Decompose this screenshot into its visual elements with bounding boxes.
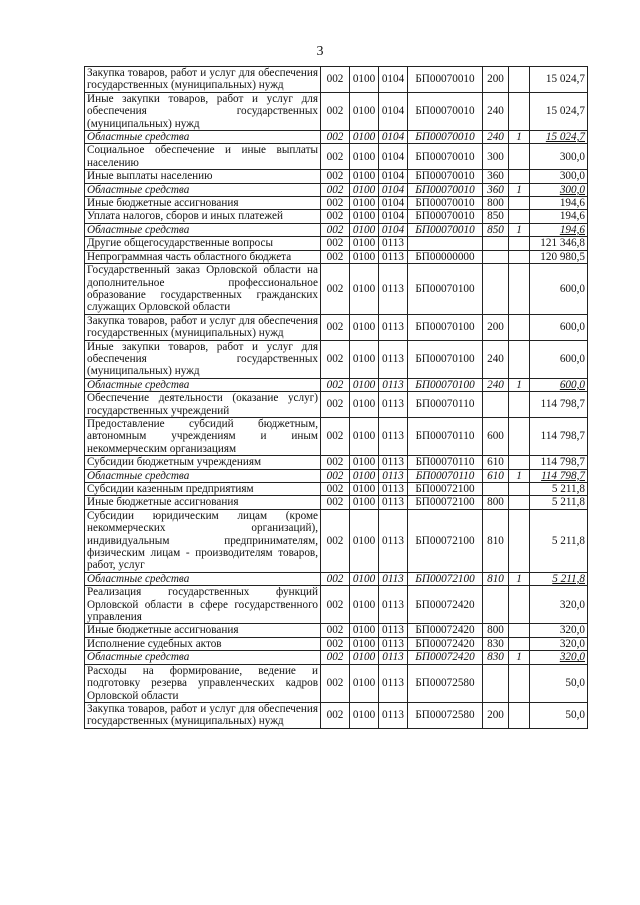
table-row — [85, 586, 588, 624]
table-row — [85, 637, 588, 650]
row-grbs-code: 002 — [321, 144, 350, 170]
row-amount — [530, 144, 588, 170]
row-target-article: БП00070100 — [408, 314, 483, 340]
table-row — [85, 197, 588, 210]
row-funding-source — [509, 586, 530, 624]
row-funding-source: 1 — [509, 572, 530, 585]
row-grbs-code: 002 — [321, 210, 350, 223]
row-expense-type: 800 — [483, 197, 509, 210]
row-amount — [530, 456, 588, 469]
row-amount — [530, 637, 588, 650]
row-section-code: 0100 — [350, 392, 379, 418]
amount-value: 114 798,7 — [540, 398, 585, 411]
row-expense-type: 240 — [483, 131, 509, 144]
row-name: Закупка товаров, работ и услуг для обеспечения государственных (муниципальных) нужд — [85, 314, 321, 340]
row-name: Субсидии бюджетным учреждениям — [85, 456, 321, 469]
row-section-code: 0100 — [350, 378, 379, 391]
row-amount — [530, 392, 588, 418]
amount-value: 320,0 — [559, 624, 585, 637]
row-subsection-code: 0104 — [379, 144, 408, 170]
row-name: Социальное обеспечение и иные выплаты населению — [85, 144, 321, 170]
row-section-code: 0100 — [350, 456, 379, 469]
row-funding-source — [509, 483, 530, 496]
row-section-code: 0100 — [350, 637, 379, 650]
row-expense-type — [483, 264, 509, 315]
row-subsection-code: 0104 — [379, 170, 408, 183]
amount-value: 15 024,7 — [545, 105, 585, 118]
row-target-article: БП00070110 — [408, 469, 483, 482]
row-amount — [530, 496, 588, 509]
row-target-article: БП00000000 — [408, 250, 483, 263]
amount-value: 15 024,7 — [545, 73, 585, 86]
row-grbs-code: 002 — [321, 237, 350, 250]
row-target-article: БП00072100 — [408, 483, 483, 496]
row-section-code: 0100 — [350, 624, 379, 637]
row-target-article: БП00072100 — [408, 509, 483, 572]
row-target-article: БП00070100 — [408, 378, 483, 391]
row-amount — [530, 469, 588, 482]
row-section-code: 0100 — [350, 144, 379, 170]
table-row — [85, 92, 588, 130]
row-subsection-code: 0113 — [379, 314, 408, 340]
row-amount — [530, 340, 588, 378]
table-row — [85, 702, 588, 728]
row-subsection-code: 0113 — [379, 624, 408, 637]
row-amount — [530, 624, 588, 637]
row-target-article: БП00070110 — [408, 417, 483, 455]
row-grbs-code: 002 — [321, 664, 350, 702]
row-section-code: 0100 — [350, 496, 379, 509]
row-funding-source — [509, 496, 530, 509]
row-name: Иные бюджетные ассигнования — [85, 496, 321, 509]
row-target-article: БП00072420 — [408, 624, 483, 637]
row-grbs-code: 002 — [321, 223, 350, 236]
row-expense-type: 610 — [483, 456, 509, 469]
row-section-code: 0100 — [350, 702, 379, 728]
row-subsection-code: 0113 — [379, 572, 408, 585]
row-subsection-code: 0113 — [379, 392, 408, 418]
row-funding-source — [509, 144, 530, 170]
row-section-code: 0100 — [350, 131, 379, 144]
row-subsection-code: 0113 — [379, 469, 408, 482]
row-name: Закупка товаров, работ и услуг для обеспечения государственных (муниципальных) нужд — [85, 702, 321, 728]
amount-value: 114 798,7 — [540, 430, 585, 443]
row-target-article: БП00072420 — [408, 586, 483, 624]
amount-value: 320,0 — [559, 651, 585, 664]
row-funding-source: 1 — [509, 131, 530, 144]
table-row — [85, 223, 588, 236]
row-subsection-code: 0113 — [379, 496, 408, 509]
amount-value: 600,0 — [559, 352, 585, 365]
table-row — [85, 237, 588, 250]
table-row — [85, 67, 588, 93]
amount-value: 194,6 — [559, 223, 585, 236]
row-section-code: 0100 — [350, 210, 379, 223]
row-section-code: 0100 — [350, 509, 379, 572]
row-name: Исполнение судебных актов — [85, 637, 321, 650]
row-section-code: 0100 — [350, 469, 379, 482]
row-target-article: БП00070110 — [408, 392, 483, 418]
amount-value: 114 798,7 — [540, 456, 585, 469]
row-subsection-code: 0113 — [379, 237, 408, 250]
row-amount — [530, 572, 588, 585]
row-amount — [530, 664, 588, 702]
row-expense-type: 810 — [483, 572, 509, 585]
row-grbs-code: 002 — [321, 197, 350, 210]
row-name: Государственный заказ Орловской области на дополнительное профессиональное образование государственных гражданских служащих Орловской области — [85, 264, 321, 315]
row-expense-type: 850 — [483, 223, 509, 236]
amount-value: 5 211,8 — [552, 572, 585, 585]
table-row — [85, 250, 588, 263]
row-name: Закупка товаров, работ и услуг для обеспечения государственных (муниципальных) нужд — [85, 67, 321, 93]
amount-value: 600,0 — [559, 282, 585, 295]
row-grbs-code: 002 — [321, 314, 350, 340]
table-row — [85, 183, 588, 196]
row-target-article: БП00070100 — [408, 264, 483, 315]
row-grbs-code: 002 — [321, 456, 350, 469]
row-expense-type: 200 — [483, 702, 509, 728]
table-row — [85, 664, 588, 702]
row-grbs-code: 002 — [321, 392, 350, 418]
row-name: Областные средства — [85, 131, 321, 144]
row-name: Областные средства — [85, 651, 321, 664]
row-subsection-code: 0113 — [379, 340, 408, 378]
row-grbs-code: 002 — [321, 67, 350, 93]
amount-value: 300,0 — [559, 170, 585, 183]
row-amount — [530, 651, 588, 664]
table-row — [85, 392, 588, 418]
table-row — [85, 378, 588, 391]
amount-value: 320,0 — [559, 637, 585, 650]
table-row — [85, 131, 588, 144]
row-subsection-code: 0104 — [379, 223, 408, 236]
row-grbs-code: 002 — [321, 637, 350, 650]
row-expense-type — [483, 237, 509, 250]
row-subsection-code: 0113 — [379, 483, 408, 496]
row-grbs-code: 002 — [321, 340, 350, 378]
row-subsection-code: 0113 — [379, 651, 408, 664]
row-subsection-code: 0113 — [379, 586, 408, 624]
row-grbs-code: 002 — [321, 250, 350, 263]
row-subsection-code: 0104 — [379, 183, 408, 196]
row-name: Непрограммная часть областного бюджета — [85, 250, 321, 263]
row-name: Субсидии юридическим лицам (кроме некоммерческих организаций), индивидуальным предпринимателям, физическим лицам - производителям товаров, работ, услуг — [85, 509, 321, 572]
row-target-article: БП00070010 — [408, 197, 483, 210]
table-row — [85, 314, 588, 340]
row-grbs-code: 002 — [321, 264, 350, 315]
row-amount — [530, 378, 588, 391]
row-target-article: БП00072100 — [408, 496, 483, 509]
row-funding-source — [509, 624, 530, 637]
row-name: Областные средства — [85, 183, 321, 196]
row-expense-type: 850 — [483, 210, 509, 223]
row-section-code: 0100 — [350, 664, 379, 702]
row-name: Иные выплаты населению — [85, 170, 321, 183]
table-row — [85, 456, 588, 469]
row-section-code: 0100 — [350, 197, 379, 210]
row-grbs-code: 002 — [321, 509, 350, 572]
table-row — [85, 264, 588, 315]
amount-value: 121 346,8 — [540, 237, 585, 250]
row-amount — [530, 417, 588, 455]
row-name: Областные средства — [85, 223, 321, 236]
row-name: Реализация государственных функций Орловской области в сфере государственного управления — [85, 586, 321, 624]
row-funding-source: 1 — [509, 378, 530, 391]
row-expense-type: 240 — [483, 92, 509, 130]
row-expense-type — [483, 250, 509, 263]
row-name: Иные бюджетные ассигнования — [85, 624, 321, 637]
row-funding-source — [509, 340, 530, 378]
row-amount — [530, 509, 588, 572]
row-subsection-code: 0104 — [379, 197, 408, 210]
row-grbs-code: 002 — [321, 378, 350, 391]
row-subsection-code: 0104 — [379, 210, 408, 223]
table-row — [85, 469, 588, 482]
row-subsection-code: 0113 — [379, 417, 408, 455]
row-expense-type: 830 — [483, 651, 509, 664]
amount-value: 600,0 — [559, 378, 585, 391]
row-amount — [530, 67, 588, 93]
row-amount — [530, 702, 588, 728]
row-subsection-code: 0113 — [379, 637, 408, 650]
row-grbs-code: 002 — [321, 170, 350, 183]
amount-value: 194,6 — [559, 210, 585, 223]
table-row — [85, 210, 588, 223]
row-name: Областные средства — [85, 378, 321, 391]
row-name: Иные бюджетные ассигнования — [85, 197, 321, 210]
row-expense-type: 360 — [483, 183, 509, 196]
row-funding-source: 1 — [509, 469, 530, 482]
row-grbs-code: 002 — [321, 469, 350, 482]
row-name: Иные закупки товаров, работ и услуг для обеспечения государственных (муниципальных) нужд — [85, 340, 321, 378]
row-expense-type — [483, 586, 509, 624]
amount-value: 114 798,7 — [541, 469, 585, 482]
row-section-code: 0100 — [350, 237, 379, 250]
row-expense-type: 800 — [483, 624, 509, 637]
row-amount — [530, 131, 588, 144]
row-name: Иные закупки товаров, работ и услуг для обеспечения государственных (муниципальных) нужд — [85, 92, 321, 130]
row-funding-source — [509, 197, 530, 210]
row-expense-type: 600 — [483, 417, 509, 455]
row-amount — [530, 197, 588, 210]
row-grbs-code: 002 — [321, 586, 350, 624]
row-target-article — [408, 237, 483, 250]
row-section-code: 0100 — [350, 223, 379, 236]
row-subsection-code: 0104 — [379, 92, 408, 130]
row-expense-type — [483, 664, 509, 702]
row-funding-source — [509, 170, 530, 183]
amount-value: 5 211,8 — [551, 534, 585, 547]
row-target-article: БП00070010 — [408, 92, 483, 130]
row-expense-type: 200 — [483, 67, 509, 93]
amount-value: 50,0 — [565, 709, 585, 722]
row-name: Областные средства — [85, 572, 321, 585]
amount-value: 50,0 — [565, 677, 585, 690]
row-expense-type: 810 — [483, 509, 509, 572]
row-funding-source — [509, 664, 530, 702]
row-grbs-code: 002 — [321, 131, 350, 144]
row-target-article: БП00072580 — [408, 664, 483, 702]
row-expense-type: 830 — [483, 637, 509, 650]
row-grbs-code: 002 — [321, 417, 350, 455]
row-section-code: 0100 — [350, 314, 379, 340]
row-funding-source — [509, 314, 530, 340]
row-section-code: 0100 — [350, 92, 379, 130]
row-amount — [530, 223, 588, 236]
row-funding-source: 1 — [509, 223, 530, 236]
row-subsection-code: 0113 — [379, 509, 408, 572]
row-expense-type: 200 — [483, 314, 509, 340]
amount-value: 5 211,8 — [551, 496, 585, 509]
row-grbs-code: 002 — [321, 496, 350, 509]
row-target-article: БП00072420 — [408, 651, 483, 664]
row-section-code: 0100 — [350, 250, 379, 263]
row-grbs-code: 002 — [321, 624, 350, 637]
row-subsection-code: 0113 — [379, 378, 408, 391]
row-subsection-code: 0104 — [379, 131, 408, 144]
row-target-article: БП00070010 — [408, 144, 483, 170]
row-amount — [530, 183, 588, 196]
row-grbs-code: 002 — [321, 572, 350, 585]
row-name: Субсидии казенным предприятиям — [85, 483, 321, 496]
row-subsection-code: 0113 — [379, 264, 408, 315]
row-funding-source — [509, 250, 530, 263]
row-funding-source: 1 — [509, 183, 530, 196]
row-grbs-code: 002 — [321, 92, 350, 130]
row-grbs-code: 002 — [321, 483, 350, 496]
page-number: 3 — [316, 44, 324, 59]
row-funding-source — [509, 456, 530, 469]
row-funding-source: 1 — [509, 651, 530, 664]
row-target-article: БП00070010 — [408, 170, 483, 183]
row-target-article: БП00070110 — [408, 456, 483, 469]
table-row — [85, 624, 588, 637]
row-section-code: 0100 — [350, 170, 379, 183]
row-target-article: БП00072580 — [408, 702, 483, 728]
row-section-code: 0100 — [350, 651, 379, 664]
table-row — [85, 572, 588, 585]
amount-value: 600,0 — [559, 320, 585, 333]
amount-value: 320,0 — [559, 598, 585, 611]
row-funding-source — [509, 67, 530, 93]
row-amount — [530, 250, 588, 263]
row-subsection-code: 0113 — [379, 664, 408, 702]
row-section-code: 0100 — [350, 483, 379, 496]
row-section-code: 0100 — [350, 586, 379, 624]
row-funding-source — [509, 264, 530, 315]
row-grbs-code: 002 — [321, 702, 350, 728]
row-expense-type: 360 — [483, 170, 509, 183]
row-grbs-code: 002 — [321, 183, 350, 196]
table-row — [85, 651, 588, 664]
row-name: Расходы на формирование, ведение и подготовку резерва управленческих кадров Орловской области — [85, 664, 321, 702]
row-expense-type: 610 — [483, 469, 509, 482]
table-body — [85, 67, 588, 729]
table-row — [85, 340, 588, 378]
row-funding-source — [509, 637, 530, 650]
row-amount — [530, 92, 588, 130]
row-expense-type: 800 — [483, 496, 509, 509]
row-section-code: 0100 — [350, 264, 379, 315]
row-subsection-code: 0113 — [379, 456, 408, 469]
row-funding-source — [509, 237, 530, 250]
row-funding-source — [509, 92, 530, 130]
row-subsection-code: 0104 — [379, 67, 408, 93]
row-target-article: БП00070010 — [408, 183, 483, 196]
row-amount — [530, 264, 588, 315]
row-amount — [530, 237, 588, 250]
row-name: Областные средства — [85, 469, 321, 482]
amount-value: 120 980,5 — [540, 250, 585, 263]
table-row — [85, 483, 588, 496]
row-name: Другие общегосударственные вопросы — [85, 237, 321, 250]
amount-value: 15 024,7 — [545, 131, 585, 144]
row-name: Обеспечение деятельности (оказание услуг) государственных учреждений — [85, 392, 321, 418]
row-section-code: 0100 — [350, 572, 379, 585]
row-funding-source — [509, 392, 530, 418]
table-row — [85, 509, 588, 572]
row-target-article: БП00072100 — [408, 572, 483, 585]
table-row — [85, 417, 588, 455]
row-amount — [530, 483, 588, 496]
row-funding-source — [509, 210, 530, 223]
row-section-code: 0100 — [350, 67, 379, 93]
row-expense-type: 240 — [483, 378, 509, 391]
row-grbs-code: 002 — [321, 651, 350, 664]
row-subsection-code: 0113 — [379, 250, 408, 263]
row-expense-type: 240 — [483, 340, 509, 378]
row-target-article: БП00070100 — [408, 340, 483, 378]
row-target-article: БП00072420 — [408, 637, 483, 650]
row-name: Уплата налогов, сборов и иных платежей — [85, 210, 321, 223]
row-amount — [530, 170, 588, 183]
amount-value: 300,0 — [559, 150, 585, 163]
row-section-code: 0100 — [350, 417, 379, 455]
row-amount — [530, 210, 588, 223]
amount-value: 5 211,8 — [551, 483, 585, 495]
table-row — [85, 144, 588, 170]
row-amount — [530, 586, 588, 624]
row-section-code: 0100 — [350, 340, 379, 378]
row-section-code: 0100 — [350, 183, 379, 196]
row-target-article: БП00070010 — [408, 67, 483, 93]
row-expense-type — [483, 392, 509, 418]
row-expense-type: 300 — [483, 144, 509, 170]
row-target-article: БП00070010 — [408, 210, 483, 223]
table-row — [85, 170, 588, 183]
amount-value: 300,0 — [559, 183, 585, 196]
budget-table — [84, 66, 588, 729]
row-amount — [530, 314, 588, 340]
amount-value: 194,6 — [559, 197, 585, 210]
row-funding-source — [509, 509, 530, 572]
row-expense-type — [483, 483, 509, 496]
row-target-article: БП00070010 — [408, 223, 483, 236]
row-funding-source — [509, 417, 530, 455]
row-funding-source — [509, 702, 530, 728]
table-row — [85, 496, 588, 509]
row-subsection-code: 0113 — [379, 702, 408, 728]
row-name: Предоставление субсидий бюджетным, автономным учреждениям и иным некоммерческим организациям — [85, 417, 321, 455]
row-target-article: БП00070010 — [408, 131, 483, 144]
